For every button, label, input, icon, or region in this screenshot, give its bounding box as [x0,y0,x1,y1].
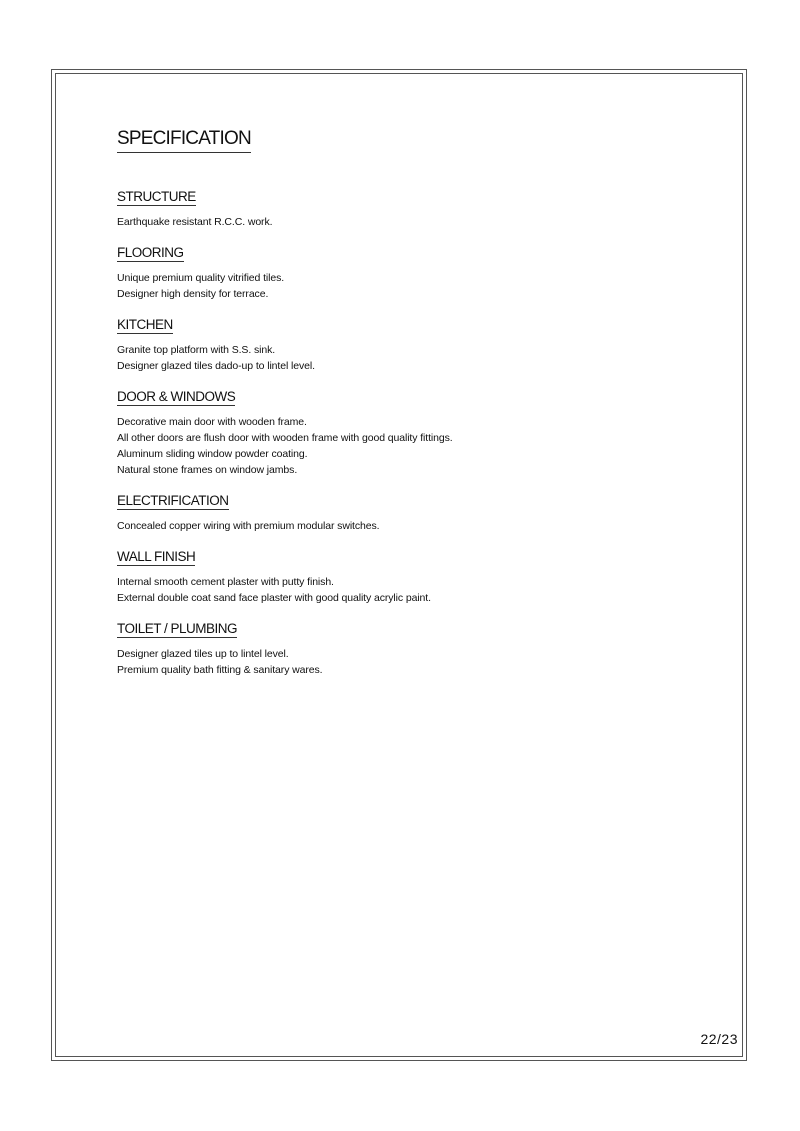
sections-list [117,188,717,678]
spec-section [117,620,717,678]
section-body [117,574,717,606]
section-body [117,342,717,374]
spec-section [117,388,717,478]
section-heading: FLOORING [117,245,184,260]
section-heading: STRUCTURE [117,189,196,204]
spec-section [117,316,717,374]
section-heading: DOOR & WINDOWS [117,389,236,404]
document-content [117,128,717,692]
spec-line: Earthquake resistant R.C.C. work. [117,216,273,228]
spec-line: Designer glazed tiles up to lintel level. [117,648,289,660]
spec-line: Unique premium quality vitrified tiles. [117,272,285,284]
section-body [117,646,717,678]
spec-line: External double coat sand face plaster with good quality acrylic paint. [117,592,431,604]
spec-section [117,244,717,302]
spec-line: Aluminum sliding window powder coating. [117,448,308,460]
spec-line: Designer high density for terrace. [117,288,269,300]
spec-line: Concealed copper wiring with premium modular switches. [117,520,380,532]
spec-line: All other doors are flush door with wooden frame with good quality fittings. [117,432,453,444]
spec-line: Designer glazed tiles dado-up to lintel level. [117,360,315,372]
section-body [117,270,717,302]
section-body [117,214,717,230]
page-number: 22/23 [700,1031,738,1047]
page-title: SPECIFICATION [117,128,251,153]
section-heading: TOILET / PLUMBING [117,621,238,636]
section-heading: ELECTRIFICATION [117,493,229,508]
section-heading: WALL FINISH [117,549,196,564]
spec-line: Internal smooth cement plaster with putty finish. [117,576,334,588]
spec-section [117,548,717,606]
spec-line: Premium quality bath fitting & sanitary wares. [117,664,323,676]
spec-line: Natural stone frames on window jambs. [117,464,298,476]
spec-section [117,188,717,230]
section-body [117,518,717,534]
spec-line: Decorative main door with wooden frame. [117,416,307,428]
section-heading: KITCHEN [117,317,173,332]
spec-line: Granite top platform with S.S. sink. [117,344,276,356]
spec-section [117,492,717,534]
section-body [117,414,717,478]
